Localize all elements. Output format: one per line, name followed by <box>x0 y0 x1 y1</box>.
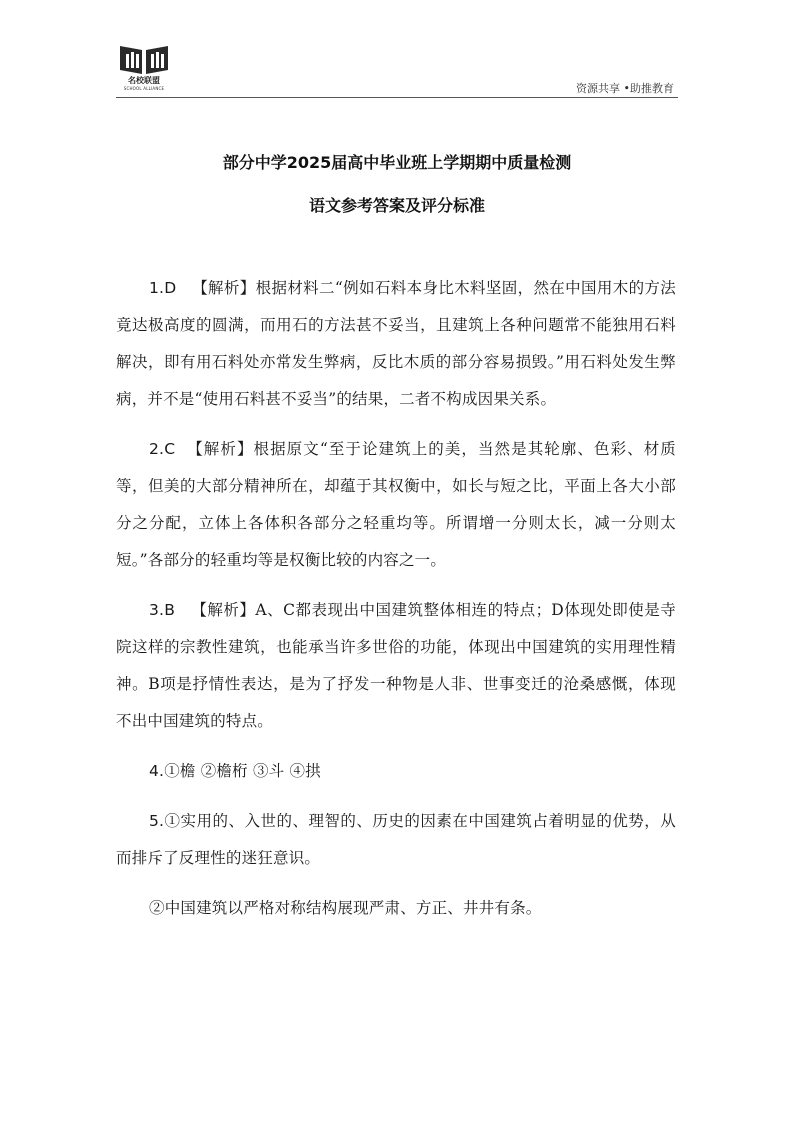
answer-text: 【解析】根据原文“至于论建筑上的美，当然是其轮廓、色彩、材质等，但美的大部分精神所在，却蕴于其权衡中，如长与短之比，平面上各大小部分之分配，立体上各体积各部分之轻重均等。所谓增一分则太长，减一分则太短。”各部分的轻重均等是权衡比较的内容之一。 <box>116 440 676 569</box>
book-logo-icon <box>116 40 172 76</box>
answer-text: ①檐 ②檐桁 ③斗 ④拱 <box>164 762 321 780</box>
header-divider <box>116 97 678 98</box>
answer-text: ②中国建筑以严格对称结构展现严肃、方正、井井有条。 <box>149 899 542 917</box>
answer-number: 5. <box>149 812 165 830</box>
logo-english-name: SCHOOL ALLIANCE <box>123 86 165 91</box>
answer-item-4 <box>116 753 676 790</box>
answer-text: 【解析】A、C都表现出中国建筑整体相连的特点；D体现处即使是寺院这样的宗教性建筑，也能承当许多世俗的功能，体现出中国建筑的实用理性精神。B项是抒情性表达，是为了抒发一种物是人非、世事变迁的沧桑感慨，体现不出中国建筑的特点。 <box>116 601 676 730</box>
answer-item-3 <box>116 592 676 740</box>
answer-body <box>116 270 676 940</box>
header-tagline: 资源共享 •助推教育 <box>576 82 674 95</box>
answer-item-1 <box>116 270 676 418</box>
answer-text: ①实用的、入世的、理智的、历史的因素在中国建筑占着明显的优势，从而排斥了反理性的迷狂意识。 <box>116 812 676 867</box>
logo-chinese-name: 名校联盟 <box>128 76 160 85</box>
answer-number: 1.D <box>149 279 177 297</box>
answer-item-5-point-2 <box>116 890 676 927</box>
document-title: 部分中学2025届高中毕业班上学期期中质量检测 <box>222 153 572 172</box>
document-subtitle: 语文参考答案及评分标准 <box>308 196 485 215</box>
answer-number: 3.B <box>149 601 176 619</box>
answer-text: 【解析】根据材料二“例如石料本身比木料坚固，然在中国用木的方法竟达极高度的圆满，而用石的方法甚不妥当，且建筑上各种问题常不能独用石料解决，即有用石料处亦常发生弊病，反比木质的部分容易损毁。”用石料处发生弊病，并不是“使用石料甚不妥当”的结果，二者不构成因果关系。 <box>116 279 676 408</box>
answer-number: 2.C <box>149 440 176 458</box>
answer-item-5 <box>116 803 676 877</box>
answer-number: 4. <box>149 762 165 780</box>
answer-item-2 <box>116 431 676 579</box>
